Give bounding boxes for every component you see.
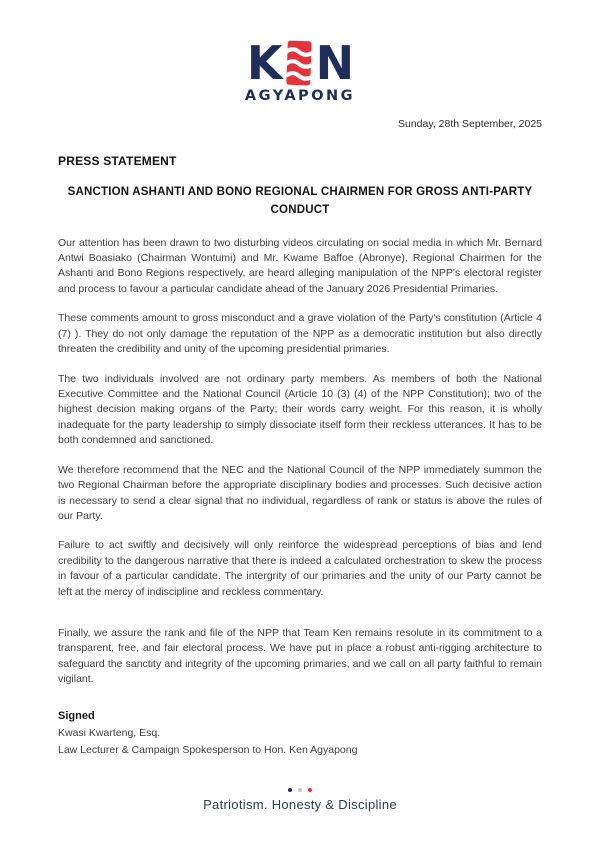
signature-block: [58, 710, 542, 759]
paragraph: These comments amount to gross misconduct and a grave violation of the Party's constitution (Article 4 (7) ). They do not only damage the reputation of the NPP as a democratic institution but also directly threaten the credibility and unity of the upcoming presidential primaries.: [58, 312, 542, 356]
motto-tagline: Patriotism. Honesty & Discipline: [203, 797, 397, 812]
logo-red-flag-e-icon: [284, 40, 314, 86]
logo-subtitle: AGYAPONG: [244, 88, 356, 104]
logo-letter-k: K: [246, 36, 282, 90]
faded-dot-icon: [298, 788, 302, 792]
paragraph: The two individuals involved are not ordinary party members. As members of both the National Executive Committee and the National Council (Article 10 (3) (4) of the NPP Constitution); two of the highest decision making organs of the Party; their words carry weight. For this reason, it is wholly inadequate for the party leadership to simply dissociate itself form their reckless utterances. It has to be both condemned and sanctioned.: [58, 372, 542, 447]
press-statement-label: PRESS STATEMENT: [58, 154, 177, 168]
paragraph: We therefore recommend that the NEC and the National Council of the NPP immediately summon the two Regional Chairman before the appropriate disciplinary bodies and processes. Such decisive action is necessary to send a clear signal that no individual, regardless of rank or status is above the rules of our Party.: [58, 463, 542, 522]
navy-dot-icon: [288, 788, 292, 792]
signatory-name: Kwasi Kwarteng, Esq.: [58, 726, 161, 739]
date-line: Sunday, 28th September, 2025: [398, 118, 542, 130]
paragraph: Finally, we assure the rank and file of the NPP that Team Ken remains resolute in its commitment to a transparent, free, and fair electoral process. We have put in place a robust anti-rigging architecture to safeguard the sanctity and integrity of the upcoming primaries, and we call on all party faithful to remain vigilant.: [58, 627, 542, 686]
signatory-role: Law Lecturer & Campaign Spokesperson to Hon. Ken Agyapong: [58, 743, 358, 756]
ken-agyapong-logo: [58, 36, 542, 104]
footer-dots-icon: [288, 788, 312, 792]
logo-word-ken: [246, 36, 354, 90]
paragraph: Our attention has been drawn to two disturbing videos circulating on social media in which Mr. Bernard Antwi Boasiako (Chairman Wontumi) and Mr. Kwame Baffoe (Abronye), Regional Chairmen for the Ashanti and Bono Regions respectively, are heard alleging manipulation of the NPP's electoral register and process to favour a particular candidate ahead of the January 2026 Presidential Primaries.: [58, 236, 542, 295]
paragraph: Failure to act swiftly and decisively will only reinforce the widespread perceptions of bias and lend credibility to the dangerous narrative that there is indeed a calculated orchestration to skew the process in favour of a particular candidate. The intergrity of our primaries and the unity of our Party cannot be left at the mercy of indiscipline and reckless commentary.: [58, 539, 542, 598]
statement-title: SANCTION ASHANTI AND BONO REGIONAL CHAIRMEN FOR GROSS ANTI-PARTY CONDUCT: [67, 186, 533, 216]
signed-label: Signed: [58, 709, 95, 722]
red-dot-icon: [308, 788, 312, 792]
logo-letter-n: N: [315, 36, 354, 90]
statement-body: [58, 236, 542, 688]
footer: [0, 788, 600, 812]
